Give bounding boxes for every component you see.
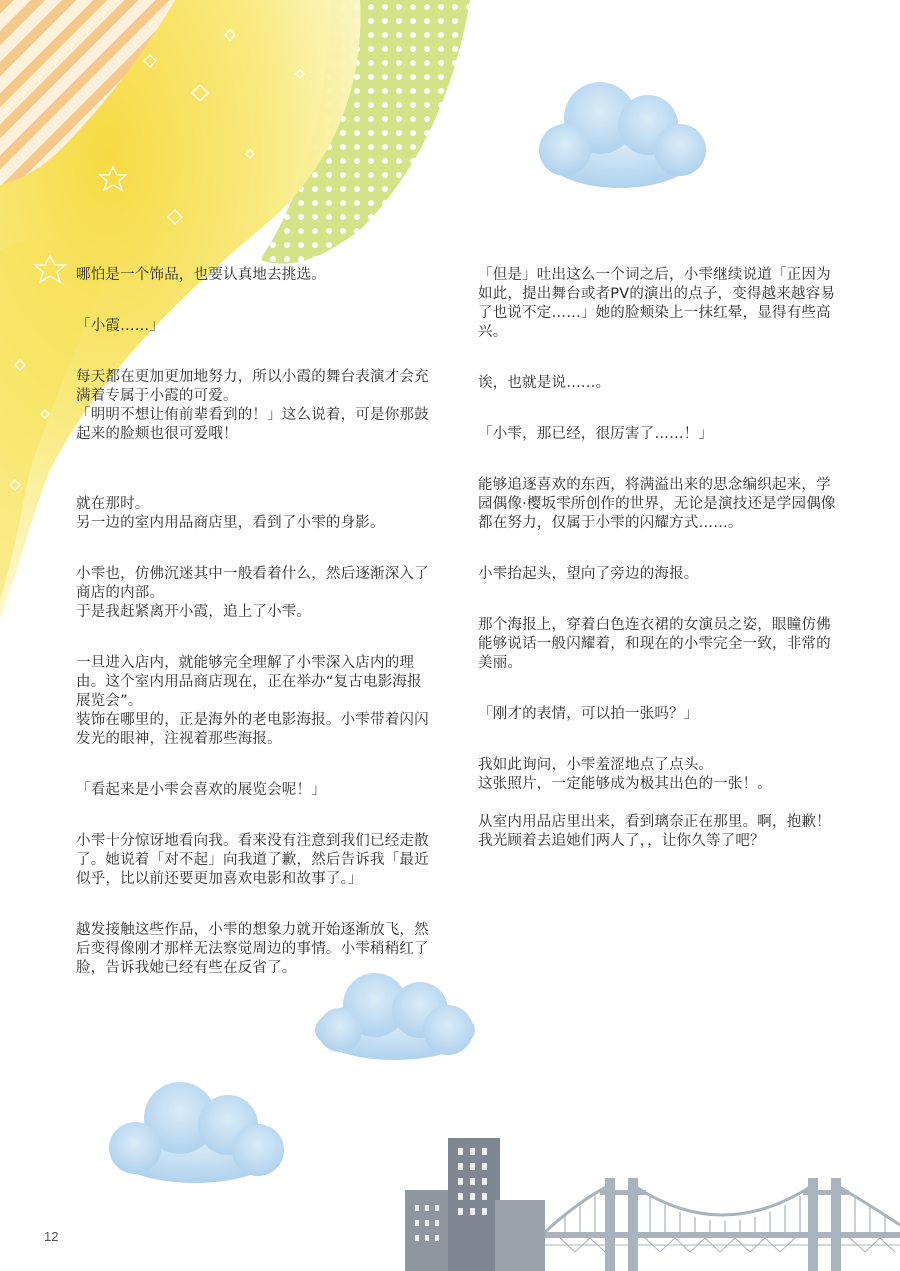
paragraph: 从室内用品店里出来，看到璃奈正在那里。啊，抱歉！我光顾着去追她们两人了，，让你久等了吧？ [478, 814, 831, 849]
paragraph: 小雫抬起头，望向了旁边的海报。 [478, 566, 699, 582]
paragraph: 我如此询问，小雫羞涩地点了点头。 这张照片，一定能够成为极其出色的一张！。 [478, 757, 772, 792]
bridge [545, 1178, 900, 1271]
paragraph: 每天都在更加更加地努力，所以小霞的舞台表演才会充满着专属于小霞的可爱。 「明明不想让侑前辈看到的！」这么说着，可是你那鼓起来的脸颊也很可爱哦！ [76, 369, 429, 442]
paragraph: 小雫十分惊讶地看向我。看来没有注意到我们已经走散了。她说着「对不起」向我道了歉，然后告诉我「最近似乎，比以前还要更加喜欢电影和故事了。」 [76, 833, 429, 887]
paragraph: 哪怕是一个饰品，也要认真地去挑选。 [76, 267, 326, 283]
paragraph: 一旦进入店内，就能够完全理解了小雫深入店内的理由。这个室内用品商店现在，正在举办“复古电影海报展览会”。 装饰在哪里的，正是海外的老电影海报。小雫带着闪闪发光的眼神，注视着那些海报。 [76, 655, 429, 747]
paragraph: 能够追逐喜欢的东西，将满溢出来的思念编织起来，学园偶像·樱坂雫所创作的世界，无论是演技还是学园偶像都在努力，仅属于小雫的闪耀方式……。 [478, 477, 836, 531]
paragraph: 诶，也就是说……。 [478, 375, 611, 391]
left-column [76, 266, 430, 978]
paragraph: 「刚才的表情，可以拍一张吗？」 [478, 706, 699, 722]
paragraph: 小雫也，仿佛沉迷其中一般看着什么，然后逐渐深入了商店的内部。 于是我赶紧离开小霞，追上了小雫。 [76, 566, 429, 620]
cloud-bottom-left [109, 1082, 284, 1183]
paragraph: 「小雫，那已经，很厉害了……！」 [478, 426, 714, 442]
paragraph: 「小霞……」 [76, 318, 165, 334]
right-column [478, 266, 838, 851]
paragraph: 「看起来是小雫会喜欢的展览会呢！」 [76, 782, 326, 798]
paragraph: 那个海报上，穿着白色连衣裙的女演员之姿，眼瞳仿佛能够说话一般闪耀着，和现在的小雫完全一致，非常的美丽。 [478, 617, 831, 671]
page-number: 12 [44, 1229, 59, 1244]
cloud-top-right [539, 82, 706, 188]
paragraph: 越发接触这些作品，小雫的想象力就开始逐渐放飞，然后变得像刚才那样无法察觉周边的事情。小雫稍稍红了脸，告诉我她已经有些在反省了。 [76, 922, 429, 976]
paragraph: 就在那时。 另一边的室内用品商店里，看到了小雫的身影。 [76, 496, 385, 531]
paragraph: 「但是」吐出这么一个词之后，小雫继续说道「正因为如此，提出舞台或者PV的演出的点子，变得越来越容易了也说不定……」她的脸颊染上一抹红晕，显得有些高兴。 [478, 267, 836, 340]
buildings [405, 1138, 545, 1271]
cloud-middle [315, 973, 475, 1060]
